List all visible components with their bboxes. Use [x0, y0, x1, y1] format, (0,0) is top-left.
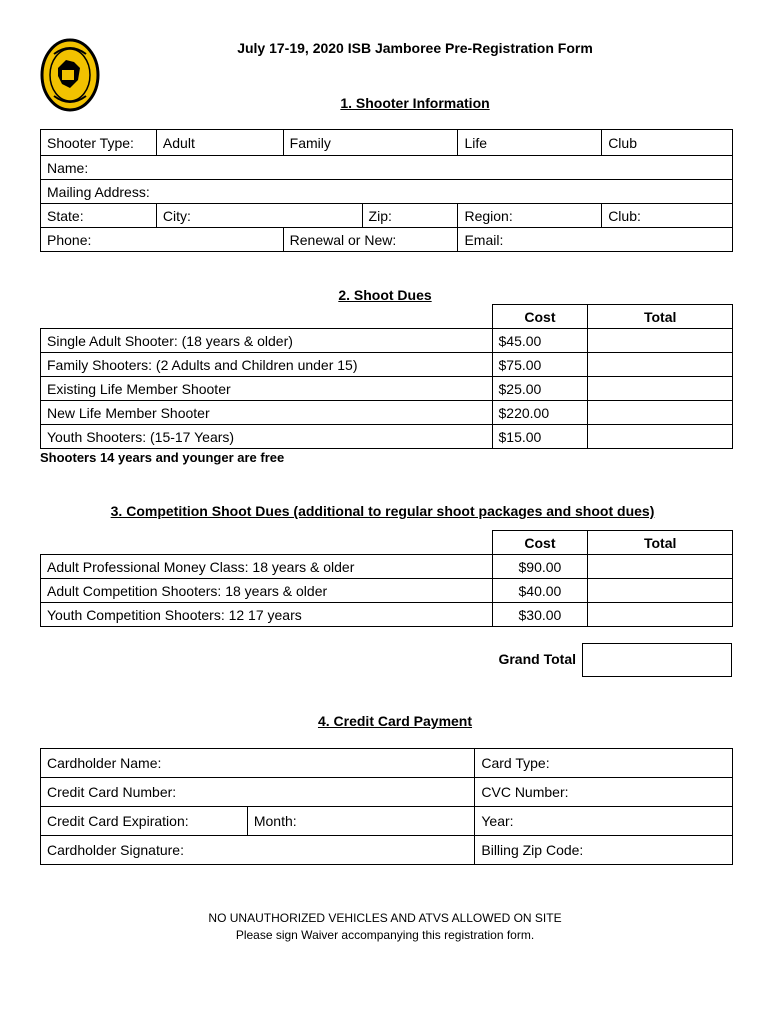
section-heading-shooter-info: 1. Shooter Information	[340, 95, 490, 111]
name-field[interactable]: Name:	[41, 156, 733, 180]
shooter-info-table	[40, 129, 733, 252]
grand-total-input[interactable]	[582, 643, 732, 677]
table-row	[41, 603, 733, 627]
footer-line-waiver: Please sign Waiver accompanying this registration form.	[235, 928, 535, 942]
due-label: Existing Life Member Shooter	[41, 377, 493, 401]
table-row	[41, 329, 733, 353]
expiration-label: Credit Card Expiration:	[41, 807, 248, 836]
due-total-input[interactable]	[588, 425, 733, 449]
comp-label: Adult Professional Money Class: 18 years & older	[41, 555, 493, 579]
due-cost: $45.00	[492, 329, 588, 353]
grand-total-label: Grand Total	[498, 651, 576, 667]
comp-label: Youth Competition Shooters: 12 17 years	[41, 603, 493, 627]
due-total-input[interactable]	[588, 377, 733, 401]
section-heading-credit-card: 4. Credit Card Payment	[317, 713, 473, 729]
shoot-dues-table	[40, 304, 733, 449]
due-total-input[interactable]	[588, 401, 733, 425]
city-field[interactable]: City:	[156, 204, 362, 228]
email-field[interactable]: Email:	[458, 228, 733, 252]
billing-zip-field[interactable]: Billing Zip Code:	[475, 836, 733, 865]
footer-notice	[0, 910, 770, 944]
cost-header: Cost	[492, 531, 588, 555]
due-cost: $75.00	[492, 353, 588, 377]
month-field[interactable]: Month:	[247, 807, 475, 836]
table-row	[41, 579, 733, 603]
form-title: July 17-19, 2020 ISB Jamboree Pre-Registration Form	[237, 40, 593, 56]
type-family[interactable]: Family	[283, 130, 458, 156]
due-label: New Life Member Shooter	[41, 401, 493, 425]
renewal-field[interactable]: Renewal or New:	[283, 228, 458, 252]
type-adult[interactable]: Adult	[156, 130, 283, 156]
table-row	[41, 425, 733, 449]
section-heading-competition-dues: 3. Competition Shoot Dues (additional to regular shoot packages and shoot dues)	[110, 503, 655, 519]
due-total-input[interactable]	[588, 353, 733, 377]
mailing-address-field[interactable]: Mailing Address:	[41, 180, 733, 204]
shooter-type-label: Shooter Type:	[41, 130, 157, 156]
cvc-field[interactable]: CVC Number:	[475, 778, 733, 807]
comp-cost: $30.00	[492, 603, 588, 627]
comp-cost: $40.00	[492, 579, 588, 603]
zip-field[interactable]: Zip:	[362, 204, 458, 228]
signature-field[interactable]: Cardholder Signature:	[41, 836, 475, 865]
table-row	[41, 377, 733, 401]
due-cost: $220.00	[492, 401, 588, 425]
year-field[interactable]: Year:	[475, 807, 733, 836]
due-label: Youth Shooters: (15-17 Years)	[41, 425, 493, 449]
free-youth-note: Shooters 14 years and younger are free	[40, 450, 285, 465]
comp-cost: $90.00	[492, 555, 588, 579]
table-row	[41, 353, 733, 377]
total-header: Total	[588, 305, 733, 329]
credit-card-table	[40, 748, 733, 865]
club-field[interactable]: Club:	[602, 204, 733, 228]
total-header: Total	[588, 531, 733, 555]
due-cost: $25.00	[492, 377, 588, 401]
competition-dues-table	[40, 530, 733, 627]
due-label: Single Adult Shooter: (18 years & older)	[41, 329, 493, 353]
comp-total-input[interactable]	[588, 579, 733, 603]
cardholder-name-field[interactable]: Cardholder Name:	[41, 749, 475, 778]
section-heading-shoot-dues: 2. Shoot Dues	[338, 287, 432, 303]
region-field[interactable]: Region:	[458, 204, 602, 228]
comp-total-input[interactable]	[588, 603, 733, 627]
table-row	[41, 555, 733, 579]
phone-field[interactable]: Phone:	[41, 228, 284, 252]
state-field[interactable]: State:	[41, 204, 157, 228]
card-type-field[interactable]: Card Type:	[475, 749, 733, 778]
footer-line-vehicles: NO UNAUTHORIZED VEHICLES AND ATVS ALLOWED ON SITE	[208, 911, 562, 925]
card-number-field[interactable]: Credit Card Number:	[41, 778, 475, 807]
due-total-input[interactable]	[588, 329, 733, 353]
table-row	[41, 401, 733, 425]
type-life[interactable]: Life	[458, 130, 602, 156]
type-club[interactable]: Club	[602, 130, 733, 156]
due-cost: $15.00	[492, 425, 588, 449]
due-label: Family Shooters: (2 Adults and Children under 15)	[41, 353, 493, 377]
comp-label: Adult Competition Shooters: 18 years & older	[41, 579, 493, 603]
comp-total-input[interactable]	[588, 555, 733, 579]
cost-header: Cost	[492, 305, 588, 329]
